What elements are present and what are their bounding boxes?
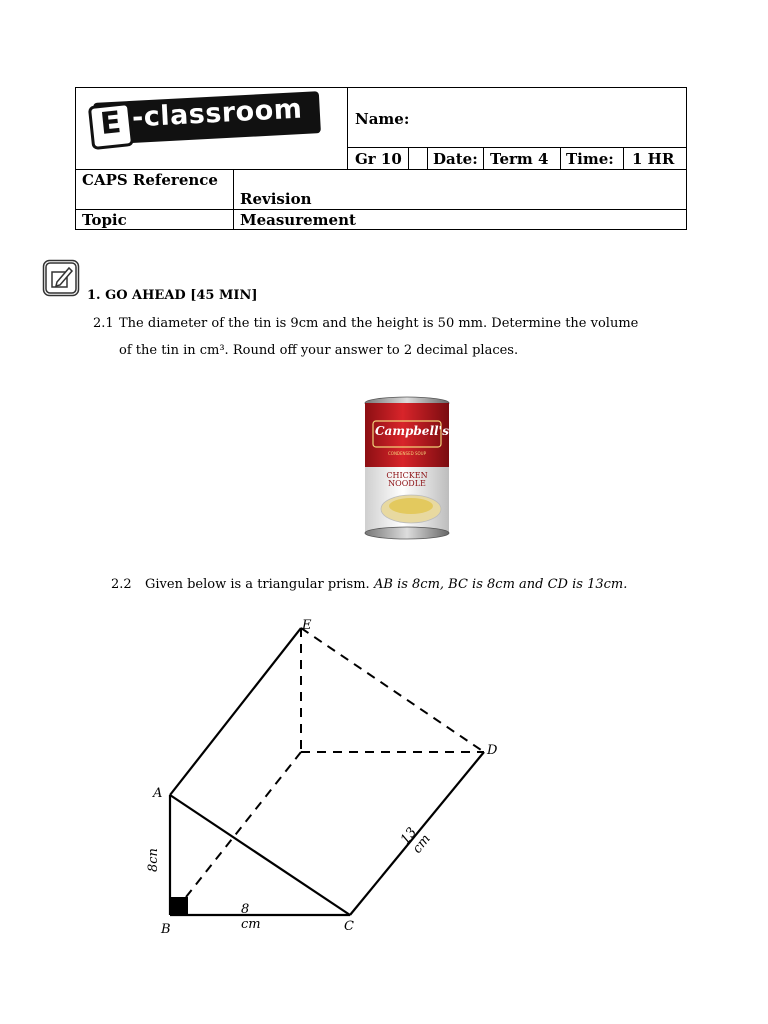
edge-ac (170, 795, 350, 915)
vertex-label-b: B (161, 922, 171, 937)
q21-line1: The diameter of the tin is 9cm and the height is 50 mm. Determine the volume (119, 316, 639, 331)
revision-label: Revision (240, 190, 312, 208)
q21-line2: of the tin in cm³. Round off your answer to 2 decimal places. (119, 343, 519, 358)
edge-b-back (186, 752, 301, 897)
topic-label: Topic (82, 211, 127, 229)
can-product-line1: CHICKEN (386, 471, 428, 480)
time-label: Time: (566, 150, 614, 168)
edge-ed (301, 628, 484, 752)
q22-number: 2.2 (111, 577, 132, 592)
date-label: Date: (433, 150, 478, 168)
section-heading: 1. GO AHEAD [45 MIN] (87, 288, 258, 303)
q22-text: Given below is a triangular prism. (145, 577, 370, 592)
grade-label: Gr 10 (355, 150, 402, 168)
vertex-label-e: E (302, 618, 312, 633)
vertex-label-a: A (153, 786, 163, 801)
can-brand: Campbell's (375, 424, 449, 438)
q22-math: AB is 8cm, BC is 8cm and CD is 13cm. (374, 577, 628, 592)
topic-value: Measurement (240, 211, 356, 229)
length-label-ab: 8cn (146, 848, 161, 872)
logo-letter: E (88, 102, 134, 150)
length-label-cd: 13 cm (398, 824, 434, 857)
edge-ae (170, 628, 301, 795)
vertex-label-c: C (344, 919, 354, 934)
name-label: Name: (355, 110, 410, 128)
can-product-line2: NOODLE (388, 479, 426, 488)
logo-text: -classroom (131, 93, 304, 134)
q21-number: 2.1 (93, 316, 114, 331)
duration-label: 1 HR (632, 150, 675, 168)
right-angle-marker (170, 897, 188, 915)
length-label-bc: 8 cm (241, 902, 261, 932)
caps-reference-label: CAPS Reference (82, 171, 218, 189)
term-label: Term 4 (490, 150, 549, 168)
can-tagline: CONDENSED SOUP (388, 451, 426, 456)
vertex-label-d: D (487, 743, 498, 758)
